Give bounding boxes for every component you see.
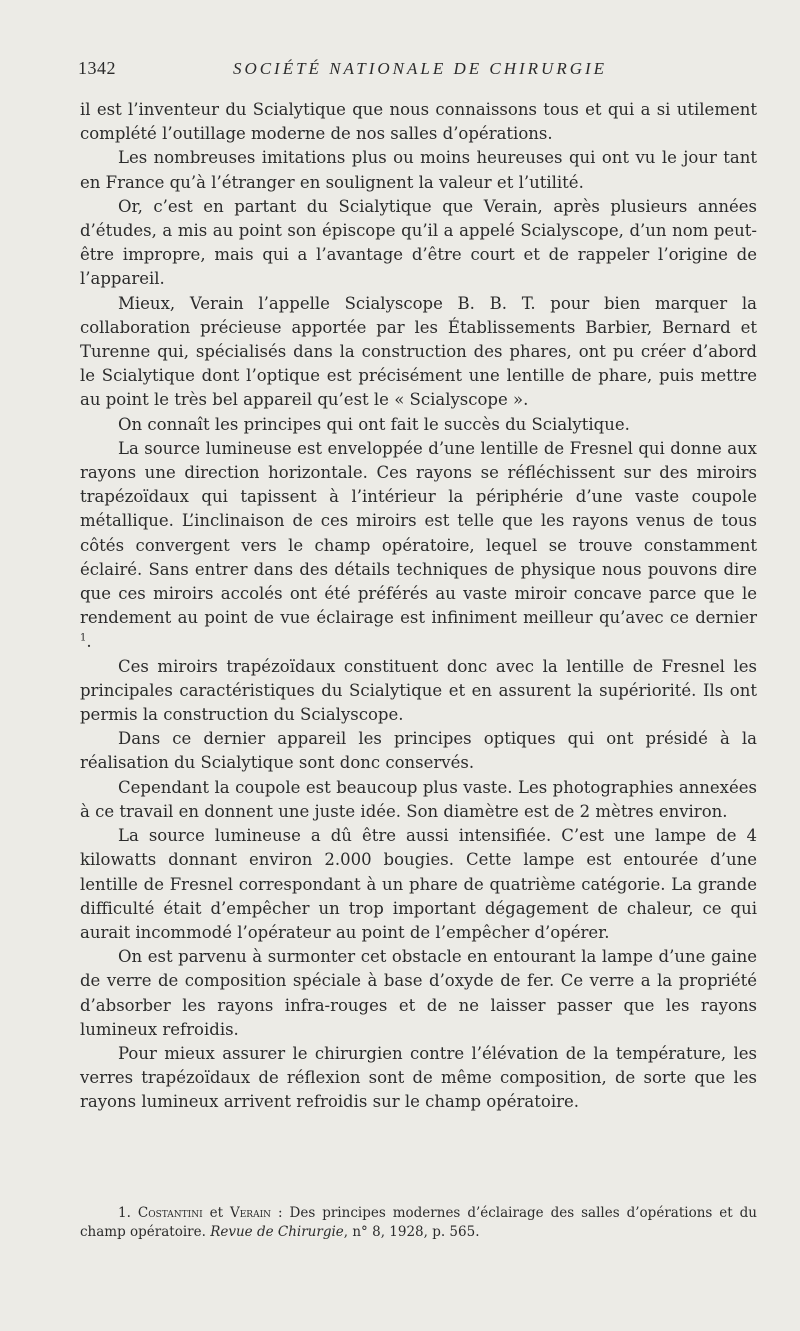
paragraph: La source lumineuse a dû être aussi intensifiée. C’est une lampe de 4 kilowatts donnant environ 2.000 bougies. Cette lampe est entourée d’une lentille de Fresnel correspondant à un phare de quatrième catégorie. La grande difficulté était d’empêcher un trop important dégagement de chaleur, ce qui aurait incommodé l’opérateur au point de l’empêcher d’opérer. (80, 826, 757, 942)
footnote-citation: , n° 8, 1928, p. 565. (343, 1224, 480, 1240)
running-head: SOCIÉTÉ NATIONALE DE CHIRURGIE (232, 59, 608, 78)
paragraph: Dans ce dernier appareil les principes optiques qui ont présidé à la réalisation du Scialytique sont donc conservés. (80, 729, 757, 773)
footnote-author: Verain (229, 1205, 272, 1221)
paragraph: Or, c’est en partant du Scialytique que Verain, après plusieurs années d’études, a mis au point son épiscope qu’il a appelé Scialyscope, d’un nom peut-être impropre, mais qui a l’avantage d’être court et de rappeler l’origine de l’appareil. (80, 196, 757, 289)
footnote (80, 1204, 757, 1242)
footnote-text: : Des principes modernes d’éclairage des salles d’opérations et du champ opératoire. (80, 1205, 758, 1240)
paragraph: Mieux, Verain l’appelle Scialyscope B. B. T. pour bien marquer la collaboration précieuse apportée par les Établissements Barbier, Bernard et Turenne qui, spécialisés dans la construction des phares, ont pu créer d’abord le Scialytique dont l’optique est précisément une lentille de phare, puis mettre au point le très bel appareil qu’est le « Scialyscope ». (80, 293, 757, 410)
paragraph: Pour mieux assurer le chirurgien contre l’élévation de la température, les verres trapézoïdaux de réflexion sont de même composition, de sorte que les rayons lumineux arrivent refroidis sur le champ opératoire. (80, 1043, 757, 1112)
page-header (78, 58, 758, 79)
footnote-journal: Revue de Chirurgie (210, 1224, 344, 1240)
paragraph: On est parvenu à surmonter cet obstacle en entourant la lampe d’une gaine de verre de composition spéciale à base d’oxyde de fer. Ce verre a la propriété d’absorber les rayons infra-rouges et de ne laisser passer que les rayons lumineux refroidis. (80, 947, 757, 1039)
footnote-reference[interactable]: 1 (80, 632, 87, 644)
page-number: 1342 (78, 58, 116, 78)
paragraph-text: La source lumineuse est enveloppée d’une lentille de Fresnel qui donne aux rayons une direction horizontale. Ces rayons se réfléchissent sur des miroirs trapézoïdaux qui tapissent à l’intérieur la périphérie d’une vaste coupole métallique. L’inclinaison de ces miroirs est telle que les rayons venus de tous côtés convergent vers le champ opératoire, lequel se trouve constamment éclairé. Sans entrer dans des détails techniques de physique nous pouvons dire que ces miroirs accolés ont été préférés au vaste miroir concave parce que le rendement au point de vue éclairage est infiniment meilleur qu’avec ce dernier (80, 438, 757, 628)
footnote-number: 1. (118, 1205, 131, 1221)
paragraph (80, 437, 757, 655)
paragraph: il est l’inventeur du Scialytique que nous connaissons tous et qui a si utilement complété l’outillage moderne de nos salles d’opérations. (80, 100, 757, 144)
body-text (80, 98, 757, 1115)
footnote-author: Costantini (137, 1205, 203, 1221)
footnote-conj: et (202, 1205, 230, 1221)
paragraph-end: . (86, 632, 92, 652)
paragraph: Ces miroirs trapézoïdaux constituent donc avec la lentille de Fresnel les principales caractéristiques du Scialytique et en assurent la supériorité. Ils ont permis la construction du Scialyscope. (80, 656, 757, 725)
paragraph: On connaît les principes qui ont fait le succès du Scialytique. (118, 414, 630, 434)
paragraph: Cependant la coupole est beaucoup plus vaste. Les photographies annexées à ce travail en donnent une juste idée. Son diamètre est de 2 mètres environ. (80, 777, 757, 821)
paragraph: Les nombreuses imitations plus ou moins heureuses qui ont vu le jour tant en France qu’à l’étranger en soulignent la valeur et l’utilité. (80, 148, 757, 192)
